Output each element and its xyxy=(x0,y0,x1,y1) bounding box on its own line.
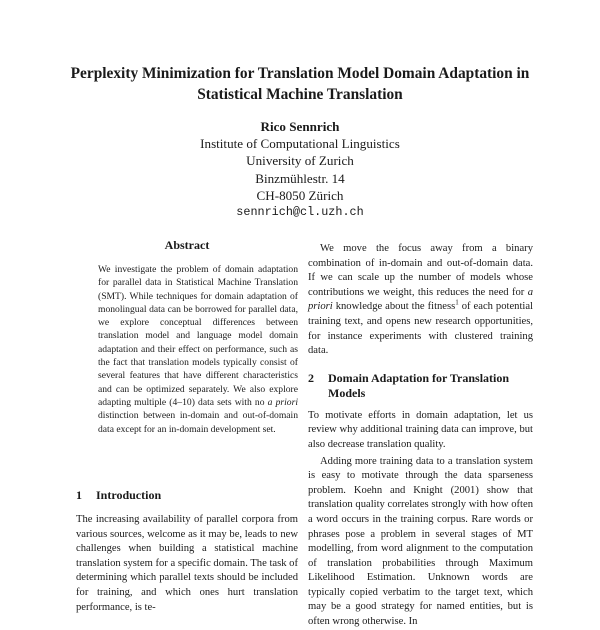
author-name: Rico Sennrich xyxy=(260,119,340,134)
left-column xyxy=(76,238,298,436)
abstract-text-part-1: We investigate the problem of domain adaptation for parallel data in Statistical Machine Translation (SMT). While techniques for domain adaptation of monolingual data can be borrowed for parallel data, we explore conceptual differences between translation model and language model domain adaptation and their effect on performance, such as the fact that translation models typically consist of several features that have different characteristics and can be optimized separately. We also explore adapting multiple (4–10) data sets with no xyxy=(98,264,298,408)
author-city: CH-8050 Zürich xyxy=(256,187,344,203)
section-1-paragraph: The increasing availability of parallel corpora from various sources, welcome as it may be, leads to new challenges when building a statistical machine translation system for a specific domain. The task of determining which parallel texts should be included for training, and which ones hurt translation performance, is te- xyxy=(76,514,298,613)
right-para-1-part-2: knowledge about the fitness xyxy=(332,301,456,313)
paper-title-line-1: Perplexity Minimization for Translation Model Domain Adaptation in xyxy=(70,65,530,82)
section-2-paragraph-1: To motivate efforts in domain adaptation, let us review why additional training data can improve, but also decrease translation quality. xyxy=(308,409,533,450)
footnote-marker: 1 xyxy=(455,298,459,307)
right-column-paragraph-1 xyxy=(308,242,533,359)
section-2-number: 2 xyxy=(308,370,314,385)
abstract-text xyxy=(98,263,298,436)
right-column xyxy=(308,242,533,630)
author-street: Binzmühlestr. 14 xyxy=(255,170,345,186)
section-2-heading xyxy=(308,371,533,401)
section-2-paragraph-2: Adding more training data to a translation system is easy to motivate through the data sparseness problem. Koehn and Knight (2001) show that translation quality correlates strongly with how often a word occurs in the training corpus. Rare words or phrases pose a problem in several stages of MT modelling, from word alignment to the computation of translation probabilities through Maximum Likelihood Estimation. Unknown words are typically copied verbatim to the target text, which may be a good strategy for named entities, but is often wrong otherwise. In xyxy=(308,455,533,628)
author-university: University of Zurich xyxy=(246,153,354,169)
author-email: sennrich@cl.uzh.ch xyxy=(236,205,364,220)
abstract-heading: Abstract xyxy=(164,238,210,252)
section-1-title: Introduction xyxy=(96,488,162,502)
section-introduction xyxy=(76,488,298,615)
author-block xyxy=(150,118,450,221)
paper-title-line-2: Statistical Machine Translation xyxy=(197,86,403,103)
section-domain-adaptation xyxy=(308,371,533,630)
section-1-heading xyxy=(76,488,298,503)
right-para-1-part-1: We move the focus away from a binary combination of in-domain and out-of-domain data. If we can scale up the number of models whose contributions we weight, this reduces the need for xyxy=(308,243,533,298)
right-para-1-part-3: of each potential training text, and opens new research opportunities, for instance experiments with clustered training data. xyxy=(308,301,533,357)
paper-title xyxy=(60,63,540,105)
right-para-1-italic: a priori xyxy=(308,286,533,313)
section-2-title: Domain Adaptation for Translation Models xyxy=(328,370,510,400)
section-1-number: 1 xyxy=(76,488,82,502)
abstract-text-part-2: distinction between in-domain and out-of-domain data except for an in-domain development set. xyxy=(98,410,298,435)
author-affiliation: Institute of Computational Linguistics xyxy=(200,136,400,152)
abstract-text-italic: a priori xyxy=(267,396,298,408)
